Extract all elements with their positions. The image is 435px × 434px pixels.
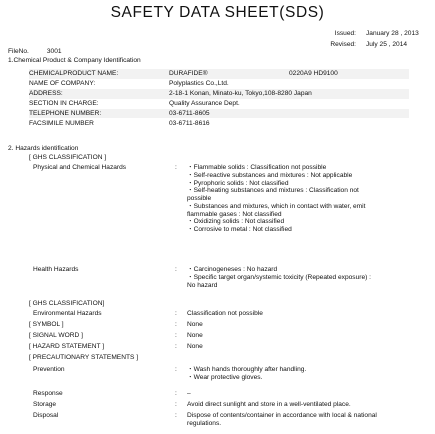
list-item: Dispose of contents/container in accordance with local & national: [187, 412, 377, 419]
colon: :: [175, 412, 177, 419]
row-key: ADDRESS:: [29, 89, 63, 97]
ghs-heading: [ GHS CLASSIFICATION ]: [29, 154, 107, 161]
hazard-line: [29, 343, 435, 351]
hazard-statement-row: [29, 343, 435, 351]
file-no: 3001: [46, 48, 62, 55]
revised-label: Revised:: [330, 40, 356, 48]
list-item: ・Self-reactive substances and mixtures : Not applicable: [187, 171, 353, 179]
env-line: [33, 310, 435, 318]
row-value: Quality Assurance Dept.: [169, 99, 240, 107]
symbol-line: [29, 321, 435, 329]
row-value: 03-6711-8605: [169, 109, 210, 117]
table-row: [29, 69, 409, 79]
prevention-row: [33, 366, 435, 382]
list-item: ・Flammable solids : Classification not possible: [187, 164, 327, 171]
table-row: [29, 79, 409, 89]
response-row: [33, 390, 435, 398]
row-value: 03-6711-8616: [169, 119, 210, 127]
prevention-label: Prevention: [33, 366, 65, 373]
storage-value: Avoid direct sunlight and store in a well-ventilated place.: [187, 401, 351, 408]
environmental-hazards: [33, 310, 435, 318]
prevention-line: [33, 366, 435, 382]
symbol-label: [ SYMBOL ]: [29, 321, 64, 328]
document-title: SAFETY DATA SHEET(SDS): [110, 4, 325, 21]
disposal-items: [187, 412, 435, 428]
symbol-row: [29, 321, 435, 329]
revised-date: July 25 , 2014: [366, 40, 408, 48]
colon: :: [175, 164, 177, 171]
product-name: DURAFIDE®: [169, 70, 208, 78]
issued-row: [318, 30, 419, 38]
list-item: ・Carcinogeneses : No hazard: [187, 266, 278, 273]
list-item: ・Pyrophoric solids : Not classified: [187, 179, 289, 187]
list-item: ・Wear protective gloves.: [187, 373, 263, 381]
issued-date: January 28 , 2013: [366, 30, 419, 37]
table-row: [29, 118, 409, 128]
list-item: ・Corrosive to metal : Not classified: [187, 226, 292, 234]
identification-table: [29, 69, 409, 128]
colon: :: [175, 401, 177, 408]
list-item: ・Substances and mixtures, which in contact with water, emit: [187, 202, 366, 210]
signal-word-row: [29, 332, 435, 340]
hazard-label: [ HAZARD STATEMENT ]: [29, 343, 105, 350]
list-item: flammable gases : Not classified: [187, 210, 282, 218]
disposal-label: Disposal: [33, 412, 59, 419]
colon: :: [175, 332, 177, 339]
list-item: ・Wash hands thoroughly after handling.: [187, 366, 307, 373]
list-item: ・Oxidizing solids : Not classified: [187, 218, 285, 226]
response-label: Response: [33, 390, 63, 397]
list-item: ・Specific target organ/systemic toxicity (Repeated exposure) :: [187, 273, 371, 281]
precautionary-heading: [ PRECAUTIONARY STATEMENTS ]: [29, 354, 139, 361]
row-key: CHEMICALPRODUCT NAME:: [29, 70, 119, 78]
table-row: [29, 89, 409, 99]
issued-label: Issued:: [334, 30, 356, 37]
health-hazards: [33, 266, 435, 289]
colon: :: [175, 343, 177, 350]
table-row: [29, 109, 409, 119]
physical-hazards: [33, 164, 435, 234]
disposal-row: [33, 412, 435, 428]
list-item: possible: [187, 195, 212, 203]
health-items: [187, 266, 435, 289]
prevention-items: [187, 366, 435, 382]
colon: :: [175, 310, 177, 317]
section1-heading: 1.Chemical Product & Company Identification: [8, 57, 141, 64]
storage-row: [33, 401, 435, 409]
signal-value: None: [187, 332, 203, 339]
storage-label: Storage: [33, 401, 57, 408]
row-value: [169, 70, 409, 78]
colon: :: [175, 321, 177, 328]
file-number: [8, 48, 62, 56]
physical-items: [187, 164, 435, 234]
storage-line: [33, 401, 435, 409]
colon: :: [175, 266, 177, 273]
row-value: 2-18-1 Konan, Minato-ku, Tokyo,108-8280 Japan: [169, 89, 312, 97]
row-key: NAME OF COMPANY:: [29, 79, 96, 87]
list-item: No hazard: [187, 281, 218, 289]
list-item: ・Self-heating substances and mixtures : Classification not: [187, 187, 359, 195]
signal-label: [ SIGNAL WORD ]: [29, 332, 83, 339]
env-label: Environmental Hazards: [33, 310, 102, 317]
list-item: regulations.: [187, 419, 222, 427]
colon: :: [175, 366, 177, 373]
physical-label: Physical and Chemical Hazards: [33, 164, 127, 171]
product-code: 0220A9 HD9100: [289, 70, 338, 78]
symbol-value: None: [187, 321, 203, 328]
signal-line: [29, 332, 435, 340]
section2-heading: 2. Hazards identification: [8, 145, 79, 152]
date-block: [318, 30, 419, 52]
health-line: [33, 266, 435, 289]
colon: :: [175, 390, 177, 397]
revised-row: [318, 41, 419, 49]
file-label: FileNo.: [8, 48, 29, 55]
hazard-value: None: [187, 343, 203, 350]
response-line: [33, 390, 435, 398]
row-key: FACSIMILE NUMBER: [29, 119, 94, 127]
env-value: Classification not possible: [187, 310, 263, 317]
health-label: Health Hazards: [33, 266, 79, 273]
table-row: [29, 99, 409, 109]
disposal-line: [33, 412, 435, 428]
row-value: Polyplastics Co.,Ltd.: [169, 79, 229, 87]
response-value: –: [187, 390, 191, 397]
physical-line: [33, 164, 435, 234]
row-key: TELEPHONE NUMBER:: [29, 109, 102, 117]
ghs-heading-2: [ GHS CLASSIFICATION]: [29, 300, 105, 307]
row-key: SECTION IN CHARGE:: [29, 99, 99, 107]
